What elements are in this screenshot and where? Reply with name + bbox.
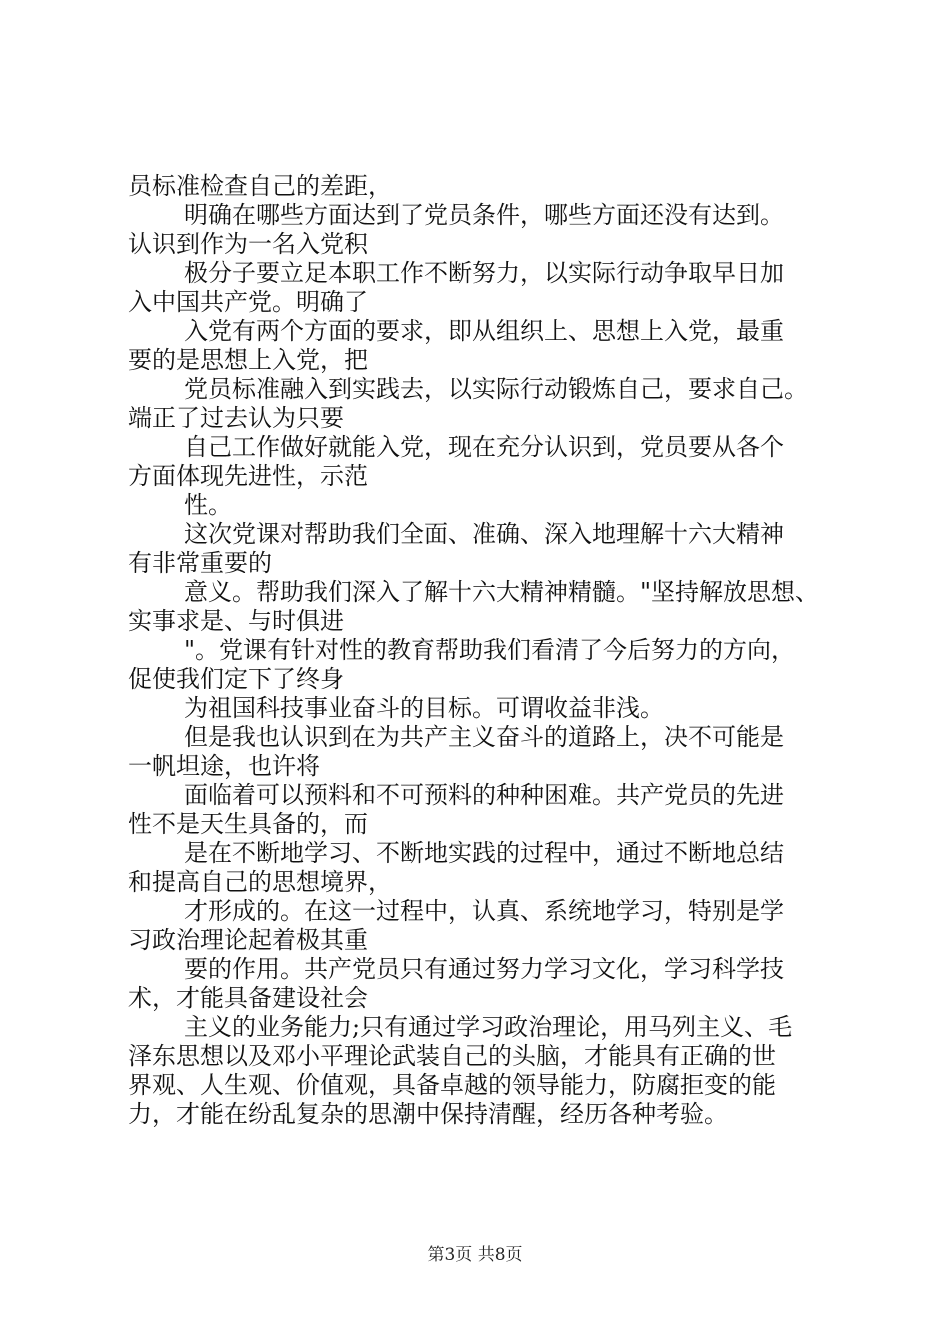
text-line: 实事求是、与时俱进 [128,607,344,635]
text-line: 促使我们定下了终身 [128,665,344,693]
text-line: 但是我也认识到在为共产主义奋斗的道路上，决不可能是 [184,723,784,751]
text-line: 端正了过去认为只要 [128,404,344,432]
text-line: 一帆坦途，也许将 [128,752,320,780]
text-line: 明确在哪些方面达到了党员条件，哪些方面还没有达到。 [184,201,784,229]
text-line: 要的作用。共产党员只有通过努力学习文化，学习科学技 [184,955,784,983]
text-line: 性。 [184,491,232,519]
text-line: 入中国共产党。明确了 [128,288,368,316]
text-line: 泽东思想以及邓小平理论武装自己的头脑，才能具有正确的世 [128,1042,776,1070]
text-line: 力，才能在纷乱复杂的思潮中保持清醒，经历各种考验。 [128,1100,728,1128]
text-line: 为祖国科技事业奋斗的目标。可谓收益非浅。 [184,694,664,722]
text-line: 极分子要立足本职工作不断努力，以实际行动争取早日加 [184,259,784,287]
text-line: 习政治理论起着极其重 [128,926,368,954]
document-body [128,172,848,1129]
text-line: 认识到作为一名入党积 [128,230,368,258]
text-line: 这次党课对帮助我们全面、准确、深入地理解十六大精神 [184,520,784,548]
text-line: 自己工作做好就能入党，现在充分认识到，党员要从各个 [184,433,784,461]
text-line: 意义。帮助我们深入了解十六大精神精髓。"坚持解放思想、 [184,578,820,606]
text-line: 主义的业务能力;只有通过学习政治理论，用马列主义、毛 [184,1013,793,1041]
text-line: 面临着可以预料和不可预料的种种困难。共产党员的先进 [184,781,784,809]
text-line: 才形成的。在这一过程中，认真、系统地学习，特别是学 [184,897,784,925]
text-line: 是在不断地学习、不断地实践的过程中，通过不断地总结 [184,839,784,867]
text-line: 要的是思想上入党，把 [128,346,368,374]
text-line: "。党课有针对性的教育帮助我们看清了今后努力的方向， [184,636,796,664]
text-line: 党员标准融入到实践去，以实际行动锻炼自己，要求自己。 [184,375,808,403]
text-line: 术，才能具备建设社会 [128,984,368,1012]
text-line: 员标准检查自己的差距， [128,172,392,200]
page-number: 第3页 共8页 [427,1245,523,1265]
text-line: 入党有两个方面的要求，即从组织上、思想上入党，最重 [184,317,784,345]
text-line: 和提高自己的思想境界， [128,868,392,896]
text-line: 界观、人生观、价值观，具备卓越的领导能力，防腐拒变的能 [128,1071,776,1099]
text-line: 有非常重要的 [128,549,272,577]
text-line: 方面体现先进性，示范 [128,462,368,490]
text-line: 性不是天生具备的，而 [128,810,368,838]
page-footer [0,1240,950,1265]
